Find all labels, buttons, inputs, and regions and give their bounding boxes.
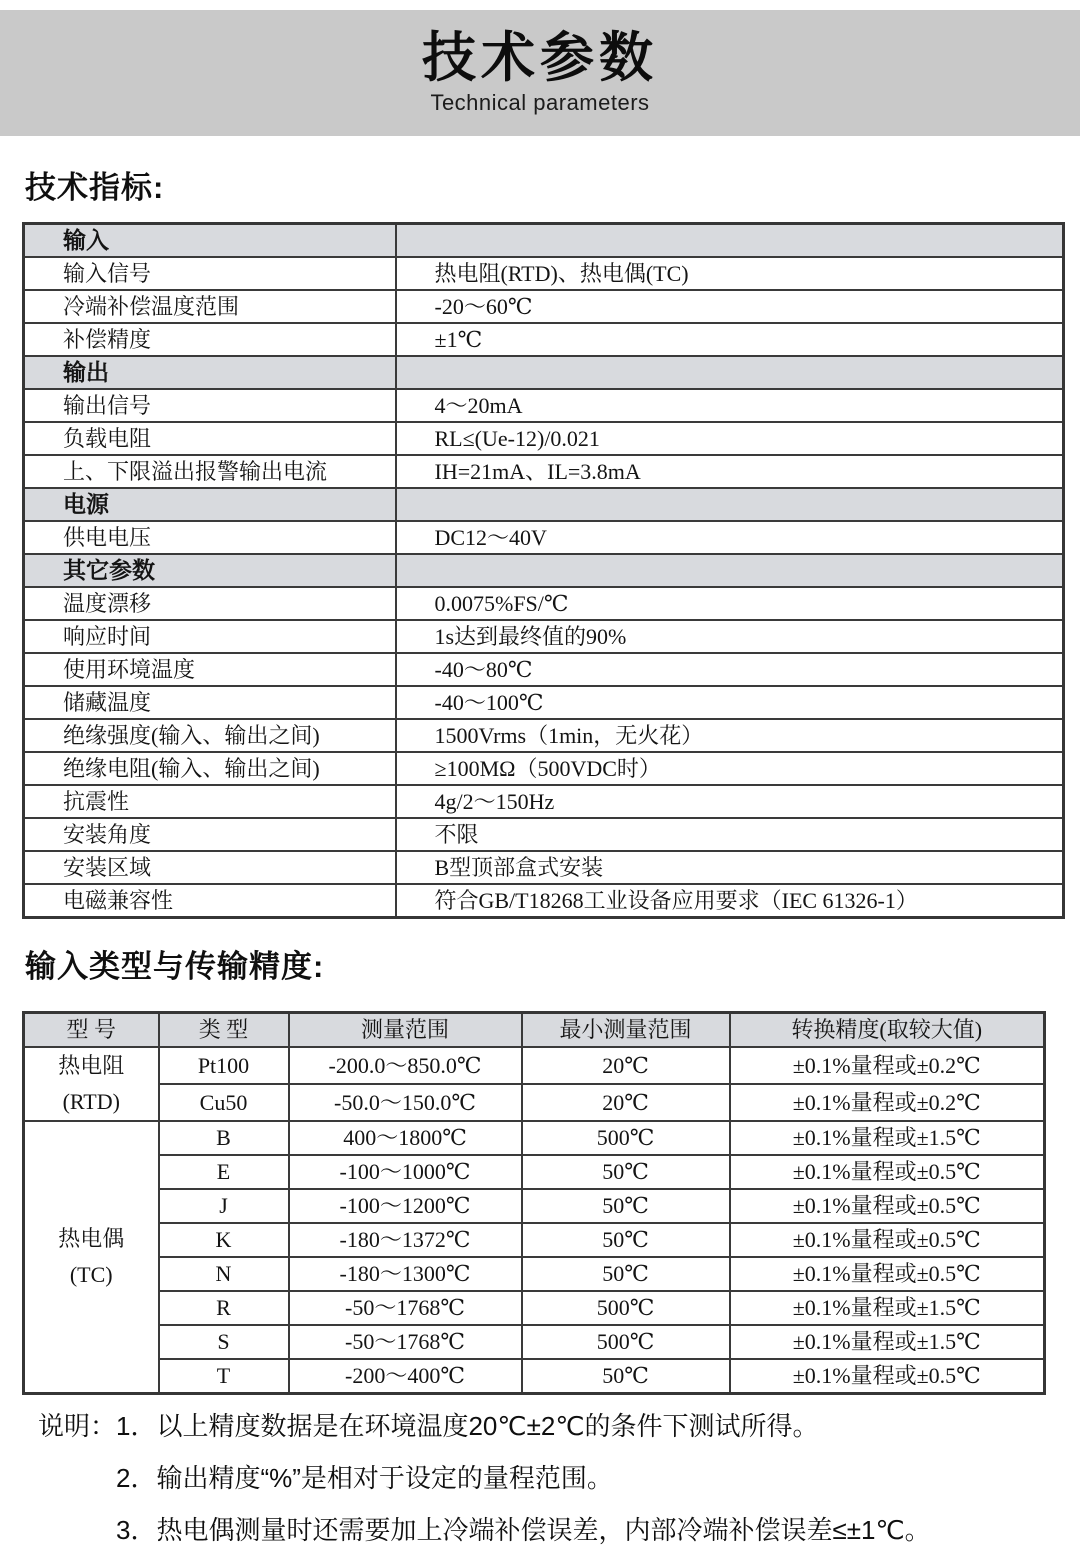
spec-value: 符合GB/T18268工业设备应用要求（IEC 61326-1） [396,884,1064,918]
section2-heading: 输入类型与传输精度: [25,949,325,984]
note-text-3: 3．热电偶测量时还需要加上冷端补偿误差，内部冷端补偿误差≤±1℃。 [116,1515,931,1545]
sensor-type-cell: E [159,1155,289,1189]
section1-heading: 技术指标: [25,170,165,205]
sensor-type-cell: Cu50 [159,1084,289,1121]
range-cell: -50～1768℃ [289,1325,522,1359]
type-row [24,1155,1045,1189]
spec-value: DC12～40V [396,521,1064,554]
spec-value: 1s达到最终值的90% [396,620,1064,653]
accuracy-cell: ±0.1%量程或±1.5℃ [730,1325,1045,1359]
spec-value: -40～100℃ [396,686,1064,719]
min-range-cell: 500℃ [522,1291,730,1325]
spec-value: 4～20mA [396,389,1064,422]
spec-section-empty [396,356,1064,389]
sensor-type-cell: T [159,1359,289,1394]
spec-label: 温度漂移 [24,587,396,620]
sensor-type-cell: Pt100 [159,1047,289,1084]
range-cell: -200.0～850.0℃ [289,1047,522,1084]
range-cell: -200～400℃ [289,1359,522,1394]
spec-label: 安装区域 [24,851,396,884]
spec-row [24,653,1064,686]
note-line-3 [38,1515,1080,1545]
type-table-body [24,1047,1045,1394]
accuracy-cell: ±0.1%量程或±0.5℃ [730,1359,1045,1394]
model-line: (TC) [69,1262,113,1287]
spec-section-row [24,224,1064,258]
accuracy-cell: ±0.1%量程或±0.2℃ [730,1047,1045,1084]
note-text-1: 1．以上精度数据是在环境温度20℃±2℃的条件下测试所得。 [116,1411,819,1441]
accuracy-cell: ±0.1%量程或±0.5℃ [730,1155,1045,1189]
sensor-type-cell: N [159,1257,289,1291]
type-row [24,1325,1045,1359]
type-column-header: 型 号 [24,1013,159,1048]
spec-table-body [24,224,1064,918]
type-row [24,1359,1045,1394]
min-range-cell: 50℃ [522,1257,730,1291]
min-range-cell: 50℃ [522,1223,730,1257]
spec-label: 响应时间 [24,620,396,653]
page [0,10,1080,1545]
page-subtitle: Technical parameters [430,89,650,115]
type-row [24,1047,1045,1084]
spec-row [24,323,1064,356]
type-column-header: 转换精度(取较大值) [730,1013,1045,1048]
spec-label: 储藏温度 [24,686,396,719]
type-column-header: 测量范围 [289,1013,522,1048]
model-line: 热电阻 [58,1053,125,1078]
spec-label: 供电电压 [24,521,396,554]
type-row [24,1223,1045,1257]
spec-section-label: 电源 [24,488,396,521]
sensor-type-cell: K [159,1223,289,1257]
note-text-2: 2．输出精度“%”是相对于设定的量程范围。 [116,1463,613,1493]
type-row [24,1257,1045,1291]
sensor-type-cell: S [159,1325,289,1359]
spec-section-row [24,356,1064,389]
range-cell: 400～1800℃ [289,1121,522,1155]
min-range-cell: 500℃ [522,1121,730,1155]
spec-label: 负载电阻 [24,422,396,455]
spec-value: 1500Vrms（1min，无火花） [396,719,1064,752]
spec-value: 0.0075%FS/℃ [396,587,1064,620]
spec-row [24,818,1064,851]
spec-row [24,785,1064,818]
notes [38,1411,1080,1545]
spec-row [24,290,1064,323]
spec-section-row [24,554,1064,587]
spec-section-label: 输出 [24,356,396,389]
spec-label: 输入信号 [24,257,396,290]
sensor-type-cell: R [159,1291,289,1325]
type-row [24,1121,1045,1155]
model-cell [24,1121,159,1394]
range-cell: -180～1372℃ [289,1223,522,1257]
accuracy-cell: ±0.1%量程或±0.5℃ [730,1257,1045,1291]
spec-row [24,851,1064,884]
note-prefix: 说明： [38,1411,117,1441]
model-line: 热电偶 [58,1226,125,1251]
spec-row [24,521,1064,554]
spec-value: -40～80℃ [396,653,1064,686]
range-cell: -100～1000℃ [289,1155,522,1189]
accuracy-cell: ±0.1%量程或±1.5℃ [730,1291,1045,1325]
model-cell [24,1047,159,1121]
note-line-2 [38,1463,1080,1493]
spec-label: 电磁兼容性 [24,884,396,918]
spec-section-row [24,488,1064,521]
min-range-cell: 50℃ [522,1359,730,1394]
accuracy-cell: ±0.1%量程或±1.5℃ [730,1121,1045,1155]
accuracy-cell: ±0.1%量程或±0.5℃ [730,1223,1045,1257]
min-range-cell: 20℃ [522,1084,730,1121]
page-title: 技术参数 [422,28,658,89]
min-range-cell: 20℃ [522,1047,730,1084]
range-cell: -100～1200℃ [289,1189,522,1223]
range-cell: -50～1768℃ [289,1291,522,1325]
type-table [22,1011,1046,1395]
spec-label: 上、下限溢出报警输出电流 [24,455,396,488]
type-row [24,1084,1045,1121]
spec-section-empty [396,224,1064,258]
accuracy-cell: ±0.1%量程或±0.5℃ [730,1189,1045,1223]
spec-row [24,257,1064,290]
min-range-cell: 500℃ [522,1325,730,1359]
min-range-cell: 50℃ [522,1155,730,1189]
spec-row [24,620,1064,653]
spec-section-empty [396,488,1064,521]
spec-label: 安装角度 [24,818,396,851]
model-line: (RTD) [62,1089,120,1114]
spec-value: 4g/2～150Hz [396,785,1064,818]
spec-table [22,222,1065,919]
range-cell: -180～1300℃ [289,1257,522,1291]
spec-section-label: 其它参数 [24,554,396,587]
spec-row [24,752,1064,785]
spec-label: 绝缘电阻(输入、输出之间) [24,752,396,785]
spec-value: IH=21mA、IL=3.8mA [396,455,1064,488]
spec-label: 绝缘强度(输入、输出之间) [24,719,396,752]
type-row [24,1189,1045,1223]
type-table-header-row [24,1013,1045,1048]
range-cell: -50.0～150.0℃ [289,1084,522,1121]
spec-label: 冷端补偿温度范围 [24,290,396,323]
spec-row [24,587,1064,620]
spec-row [24,455,1064,488]
min-range-cell: 50℃ [522,1189,730,1223]
spec-value: 不限 [396,818,1064,851]
spec-value: RL≤(Ue-12)/0.021 [396,422,1064,455]
sensor-type-cell: J [159,1189,289,1223]
type-row [24,1291,1045,1325]
type-column-header: 类 型 [159,1013,289,1048]
spec-value: ≥100MΩ（500VDC时） [396,752,1064,785]
type-column-header: 最小测量范围 [522,1013,730,1048]
spec-row [24,422,1064,455]
note-line-1 [38,1411,1080,1441]
spec-row [24,719,1064,752]
spec-label: 抗震性 [24,785,396,818]
spec-value: 热电阻(RTD)、热电偶(TC) [396,257,1064,290]
sensor-type-cell: B [159,1121,289,1155]
accuracy-cell: ±0.1%量程或±0.2℃ [730,1084,1045,1121]
spec-row [24,884,1064,918]
spec-value: ±1℃ [396,323,1064,356]
spec-label: 补偿精度 [24,323,396,356]
spec-label: 使用环境温度 [24,653,396,686]
spec-row [24,686,1064,719]
spec-value: B型顶部盒式安装 [396,851,1064,884]
spec-label: 输出信号 [24,389,396,422]
spec-section-label: 输入 [24,224,396,258]
spec-value: -20～60℃ [396,290,1064,323]
spec-section-empty [396,554,1064,587]
spec-row [24,389,1064,422]
page-banner [0,10,1080,136]
